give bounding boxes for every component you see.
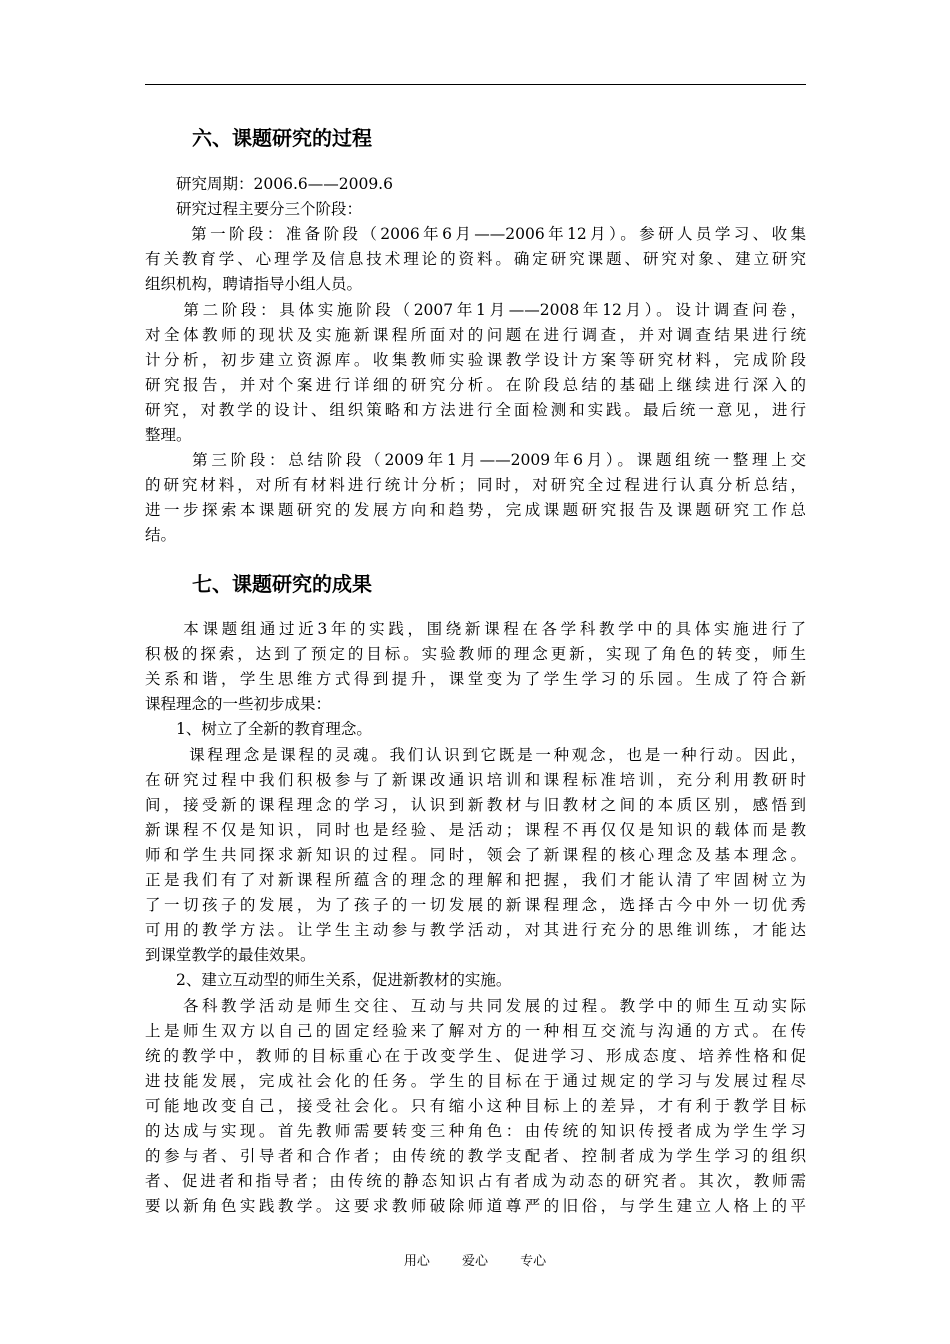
text-line: 关系和谐，学生思维方式得到提升，课堂变为了学生学习的乐园。生成了符合新	[145, 670, 806, 689]
text-line: 计分析，初步建立资源库。收集教师实验课教学设计方案等研究材料，完成阶段	[145, 350, 806, 369]
text-line: 者、促进者和指导者；由传统的静态知识占有者成为动态的研究者。其次，教师需	[145, 1172, 806, 1191]
text-line: 研究周期：2006.6——2009.6	[145, 175, 393, 193]
text-line: 研究，对教学的设计、组织策略和方法进行全面检测和实践。最后统一意见，进行	[145, 400, 806, 419]
text-line: 研究报告，并对个案进行详细的研究分析。在阶段总结的基础上继续进行深入的	[145, 375, 806, 394]
text-line: 第三阶段：总结阶段（2009年1月——2009年6月）。课题组统一整理上交	[145, 451, 806, 470]
text-line: 1、树立了全新的教育理念。	[145, 720, 372, 739]
text-line: 要以新角色实践教学。这要求教师破除师道尊严的旧俗，与学生建立人格上的平	[145, 1197, 806, 1216]
text-line: 的参与者、引导者和合作者；由传统的教学支配者、控制者成为学生学习的组织	[145, 1147, 806, 1166]
text-line: 研究过程主要分三个阶段：	[145, 200, 363, 219]
text-line: 各科教学活动是师生交往、互动与共同发展的过程。教学中的师生互动实际	[145, 996, 806, 1015]
footer-text: 爱心	[461, 1254, 488, 1269]
text-line: 师和学生共同探求新知识的过程。同时，领会了新课程的核心理念及基本理念。	[145, 845, 806, 864]
text-line: 整理。	[145, 426, 192, 444]
text-line: 上是师生双方以自己的固定经验来了解对方的一种相互交流与沟通的方式。在传	[145, 1021, 806, 1040]
header-rule	[145, 84, 806, 85]
page-footer	[0, 1250, 950, 1269]
text-line: 课程理念是课程的灵魂。我们认识到它既是一种观念，也是一种行动。因此，	[145, 745, 806, 764]
text-line: 统的教学中，教师的目标重心在于改变学生、促进学习、形成态度、培养性格和促	[145, 1046, 806, 1065]
text-line: 的达成与实现。首先教师需要转变三种角色：由传统的知识传授者成为学生学习	[145, 1122, 806, 1140]
text-line: 结。	[145, 526, 177, 545]
text-line: 第一阶段：准备阶段（2006年6月——2006年12月）。参研人员学习、收集	[145, 225, 806, 244]
text-line: 有关教育学、心理学及信息技术理论的资料。确定研究课题、研究对象、建立研究	[145, 250, 806, 269]
text-line: 进技能发展，完成社会化的任务。学生的目标在于通过规定的学习与发展过程尽	[145, 1071, 806, 1090]
text-line: 新课程不仅是知识，同时也是经验、是活动；课程不再仅仅是知识的载体而是教	[145, 820, 806, 839]
text-line: 在研究过程中我们积极参与了新课改通识培训和课程标准培训，充分利用教研时	[145, 770, 806, 789]
text-line: 了一切孩子的发展，为了孩子的一切发展的新课程理念，选择古今中外一切优秀	[145, 896, 806, 915]
text-line: 2、建立互动型的师生关系，促进新教材的实施。	[145, 971, 512, 990]
text-line: 进一步探索本课题研究的发展方向和趋势，完成课题研究报告及课题研究工作总	[145, 501, 806, 520]
text-line: 正是我们有了对新课程所蕴含的理念的理解和把握，我们才能认清了牢固树立为	[145, 871, 806, 889]
text-line: 可用的教学方法。让学生主动参与教学活动，对其进行充分的思维训练，才能达	[145, 921, 806, 940]
text-line: 间，接受新的课程理念的学习，认识到新教材与旧教材之间的本质区别，感悟到	[145, 795, 806, 814]
text-line: 可能地改变自己，接受社会化。只有缩小这种目标上的差异，才有利于教学目标	[145, 1096, 806, 1115]
section-6-heading: 六、课题研究的过程	[192, 126, 372, 150]
text-line: 组织机构，聘请指导小组人员。	[145, 275, 363, 294]
text-line: 到课堂教学的最佳效果。	[145, 946, 316, 965]
text-line: 第二阶段：具体实施阶段（2007年1月——2008年12月）。设计调查问卷，	[145, 300, 806, 319]
section-7-heading: 七、课题研究的成果	[192, 572, 372, 596]
text-line: 积极的探索，达到了预定的目标。实验教师的理念更新，实现了角色的转变，师生	[145, 645, 806, 664]
footer-text: 用心	[403, 1254, 430, 1269]
text-line: 课程理念的一些初步成果：	[145, 695, 332, 714]
text-line: 的研究材料，对所有材料进行统计分析；同时，对研究全过程进行认真分析总结，	[145, 476, 806, 495]
text-line: 本课题组通过近3年的实践，围绕新课程在各学科教学中的具体实施进行了	[145, 620, 806, 638]
footer-text: 专心	[520, 1254, 547, 1269]
text-line: 对全体教师的现状及实施新课程所面对的问题在进行调查，并对调查结果进行统	[145, 325, 806, 344]
